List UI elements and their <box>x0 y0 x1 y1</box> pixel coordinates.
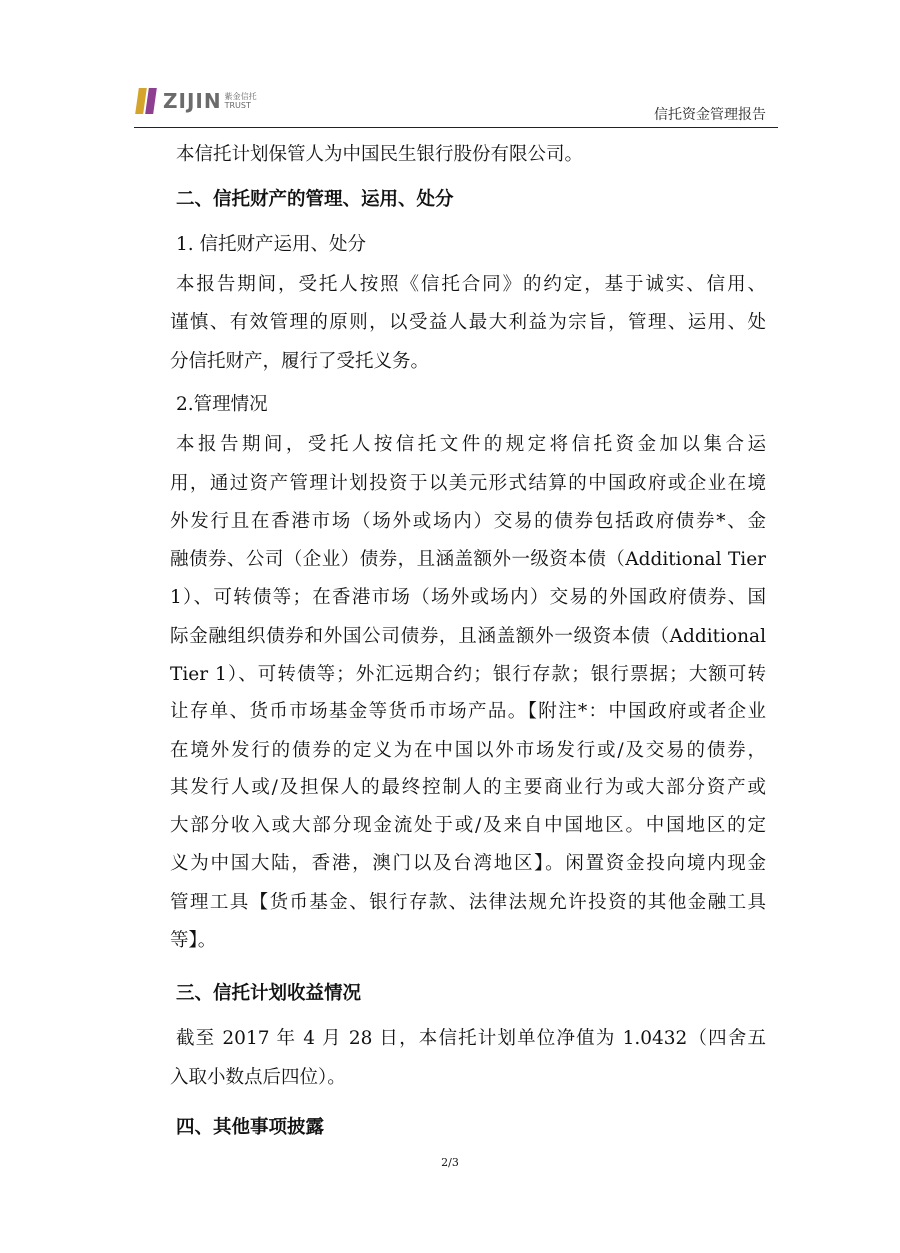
header-divider <box>134 127 778 128</box>
logo-mark-purple <box>145 88 157 114</box>
paragraph-line: 谨慎、有效管理的原则，以受益人最大利益为宗旨，管理、运用、处 <box>170 312 766 333</box>
paragraph-line: 其发行人或/及担保人的最终控制人的主要商业行为或大部分资产或 <box>170 777 766 798</box>
company-logo <box>137 86 257 116</box>
paragraph-line: 外发行且在香港市场（场外或场内）交易的债券包括政府债券*、金 <box>170 511 766 532</box>
logo-cn: 紫金信托 <box>224 92 257 101</box>
paragraph-line: 本信托计划保管人为中国民生银行股份有限公司。 <box>176 144 584 165</box>
paragraph-line: 本报告期间，受托人按照《信托合同》的约定，基于诚实、信用、 <box>176 274 766 295</box>
paragraph-line: 在境外发行的债券的定义为在中国以外市场发行或/及交易的债券， <box>170 740 766 761</box>
section-heading: 四、其他事项披露 <box>176 1117 325 1138</box>
paragraph-line: 2.管理情况 <box>176 394 268 415</box>
logo-sub: TRUST <box>224 101 251 110</box>
paragraph-line: 入取小数点后四位）。 <box>170 1067 346 1088</box>
header-title: 信托资金管理报告 <box>654 107 766 123</box>
paragraph-line: 大部分收入或大部分现金流处于或/及来自中国地区。中国地区的定 <box>170 815 766 836</box>
page-number: 2/3 <box>441 1156 459 1169</box>
paragraph-line: 1. 信托财产运用、处分 <box>176 234 367 255</box>
paragraph-line: 融债券、公司（企业）债券，且涵盖额外一级资本债（Additional Tier <box>170 549 766 570</box>
paragraph-line: 让存单、货币市场基金等货币市场产品。【附注*：中国政府或者企业 <box>170 701 766 722</box>
paragraph-line: 分信托财产，履行了受托义务。 <box>170 351 430 372</box>
paragraph-line: 等】。 <box>170 930 217 951</box>
paragraph-line: 义为中国大陆，香港，澳门以及台湾地区】。闲置资金投向境内现金 <box>170 853 766 874</box>
paragraph-line: 本报告期间，受托人按信托文件的规定将信托资金加以集合运 <box>176 434 766 455</box>
paragraph-line: 截至 2017 年 4 月 28 日，本信托计划单位净值为 1.0432（四舍五 <box>176 1028 766 1049</box>
section-heading: 二、信托财产的管理、运用、处分 <box>176 189 454 210</box>
paragraph-line: 管理工具【货币基金、银行存款、法律法规允许投资的其他金融工具 <box>170 892 766 913</box>
paragraph-line: 际金融组织债券和外国公司债券，且涵盖额外一级资本债（Additional <box>170 626 766 647</box>
paragraph-line: Tier 1）、可转债等；外汇远期合约；银行存款；银行票据；大额可转 <box>170 664 766 685</box>
paragraph-line: 用，通过资产管理计划投资于以美元形式结算的中国政府或企业在境 <box>170 473 766 494</box>
paragraph-line: 1）、可转债等；在香港市场（场外或场内）交易的外国政府债券、国 <box>170 587 766 608</box>
section-heading: 三、信托计划收益情况 <box>176 983 362 1004</box>
logo-text: ZIJIN <box>163 89 222 113</box>
